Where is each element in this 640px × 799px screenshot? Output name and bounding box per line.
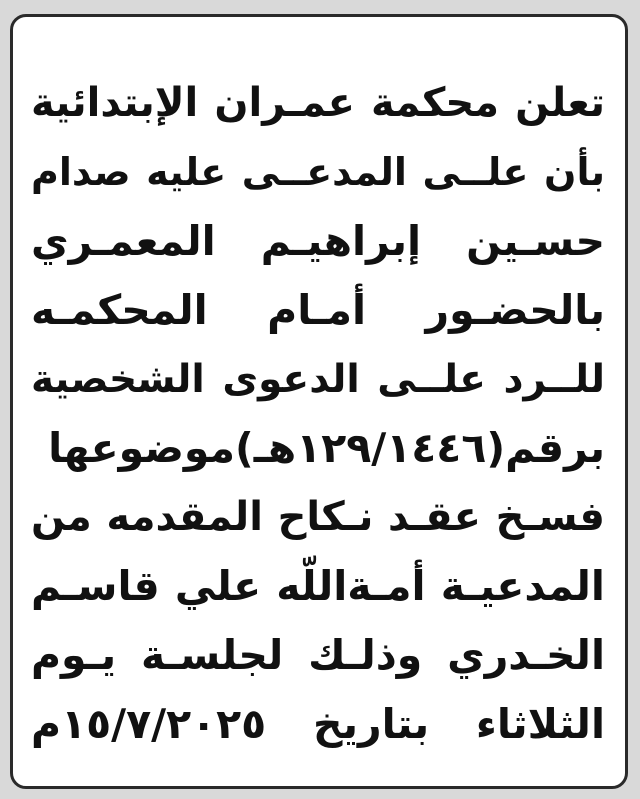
notice-line: بأن علــى المدعــى عليه صدام <box>31 150 605 194</box>
notice-line: الخـدري وذلـك لجلسـة يـوم <box>31 631 605 679</box>
notice-line: بالحضـور أمـام المحكمـه <box>31 286 605 334</box>
notice-line: المدعيـة أمـةاللّه علي قاسـم <box>31 562 605 610</box>
notice-line: تعلن محكمة عمـران الإبتدائية <box>31 80 605 126</box>
notice-line: للــرد علــى الدعوى الشخصية <box>31 357 605 402</box>
court-notice-text <box>31 69 605 759</box>
notice-frame <box>10 14 628 789</box>
notice-line: فسـخ عقـد نـكاح المقدمه من <box>31 494 605 540</box>
notice-line: الثلاثاء بتاريخ ١٥/٧/٢٠٢٥م <box>31 700 605 748</box>
notice-line: حسـين إبراهيـم المعمـري <box>31 217 605 265</box>
notice-line: برقم(١٢٩/١٤٤٦هـ)موضوعها <box>48 424 605 472</box>
